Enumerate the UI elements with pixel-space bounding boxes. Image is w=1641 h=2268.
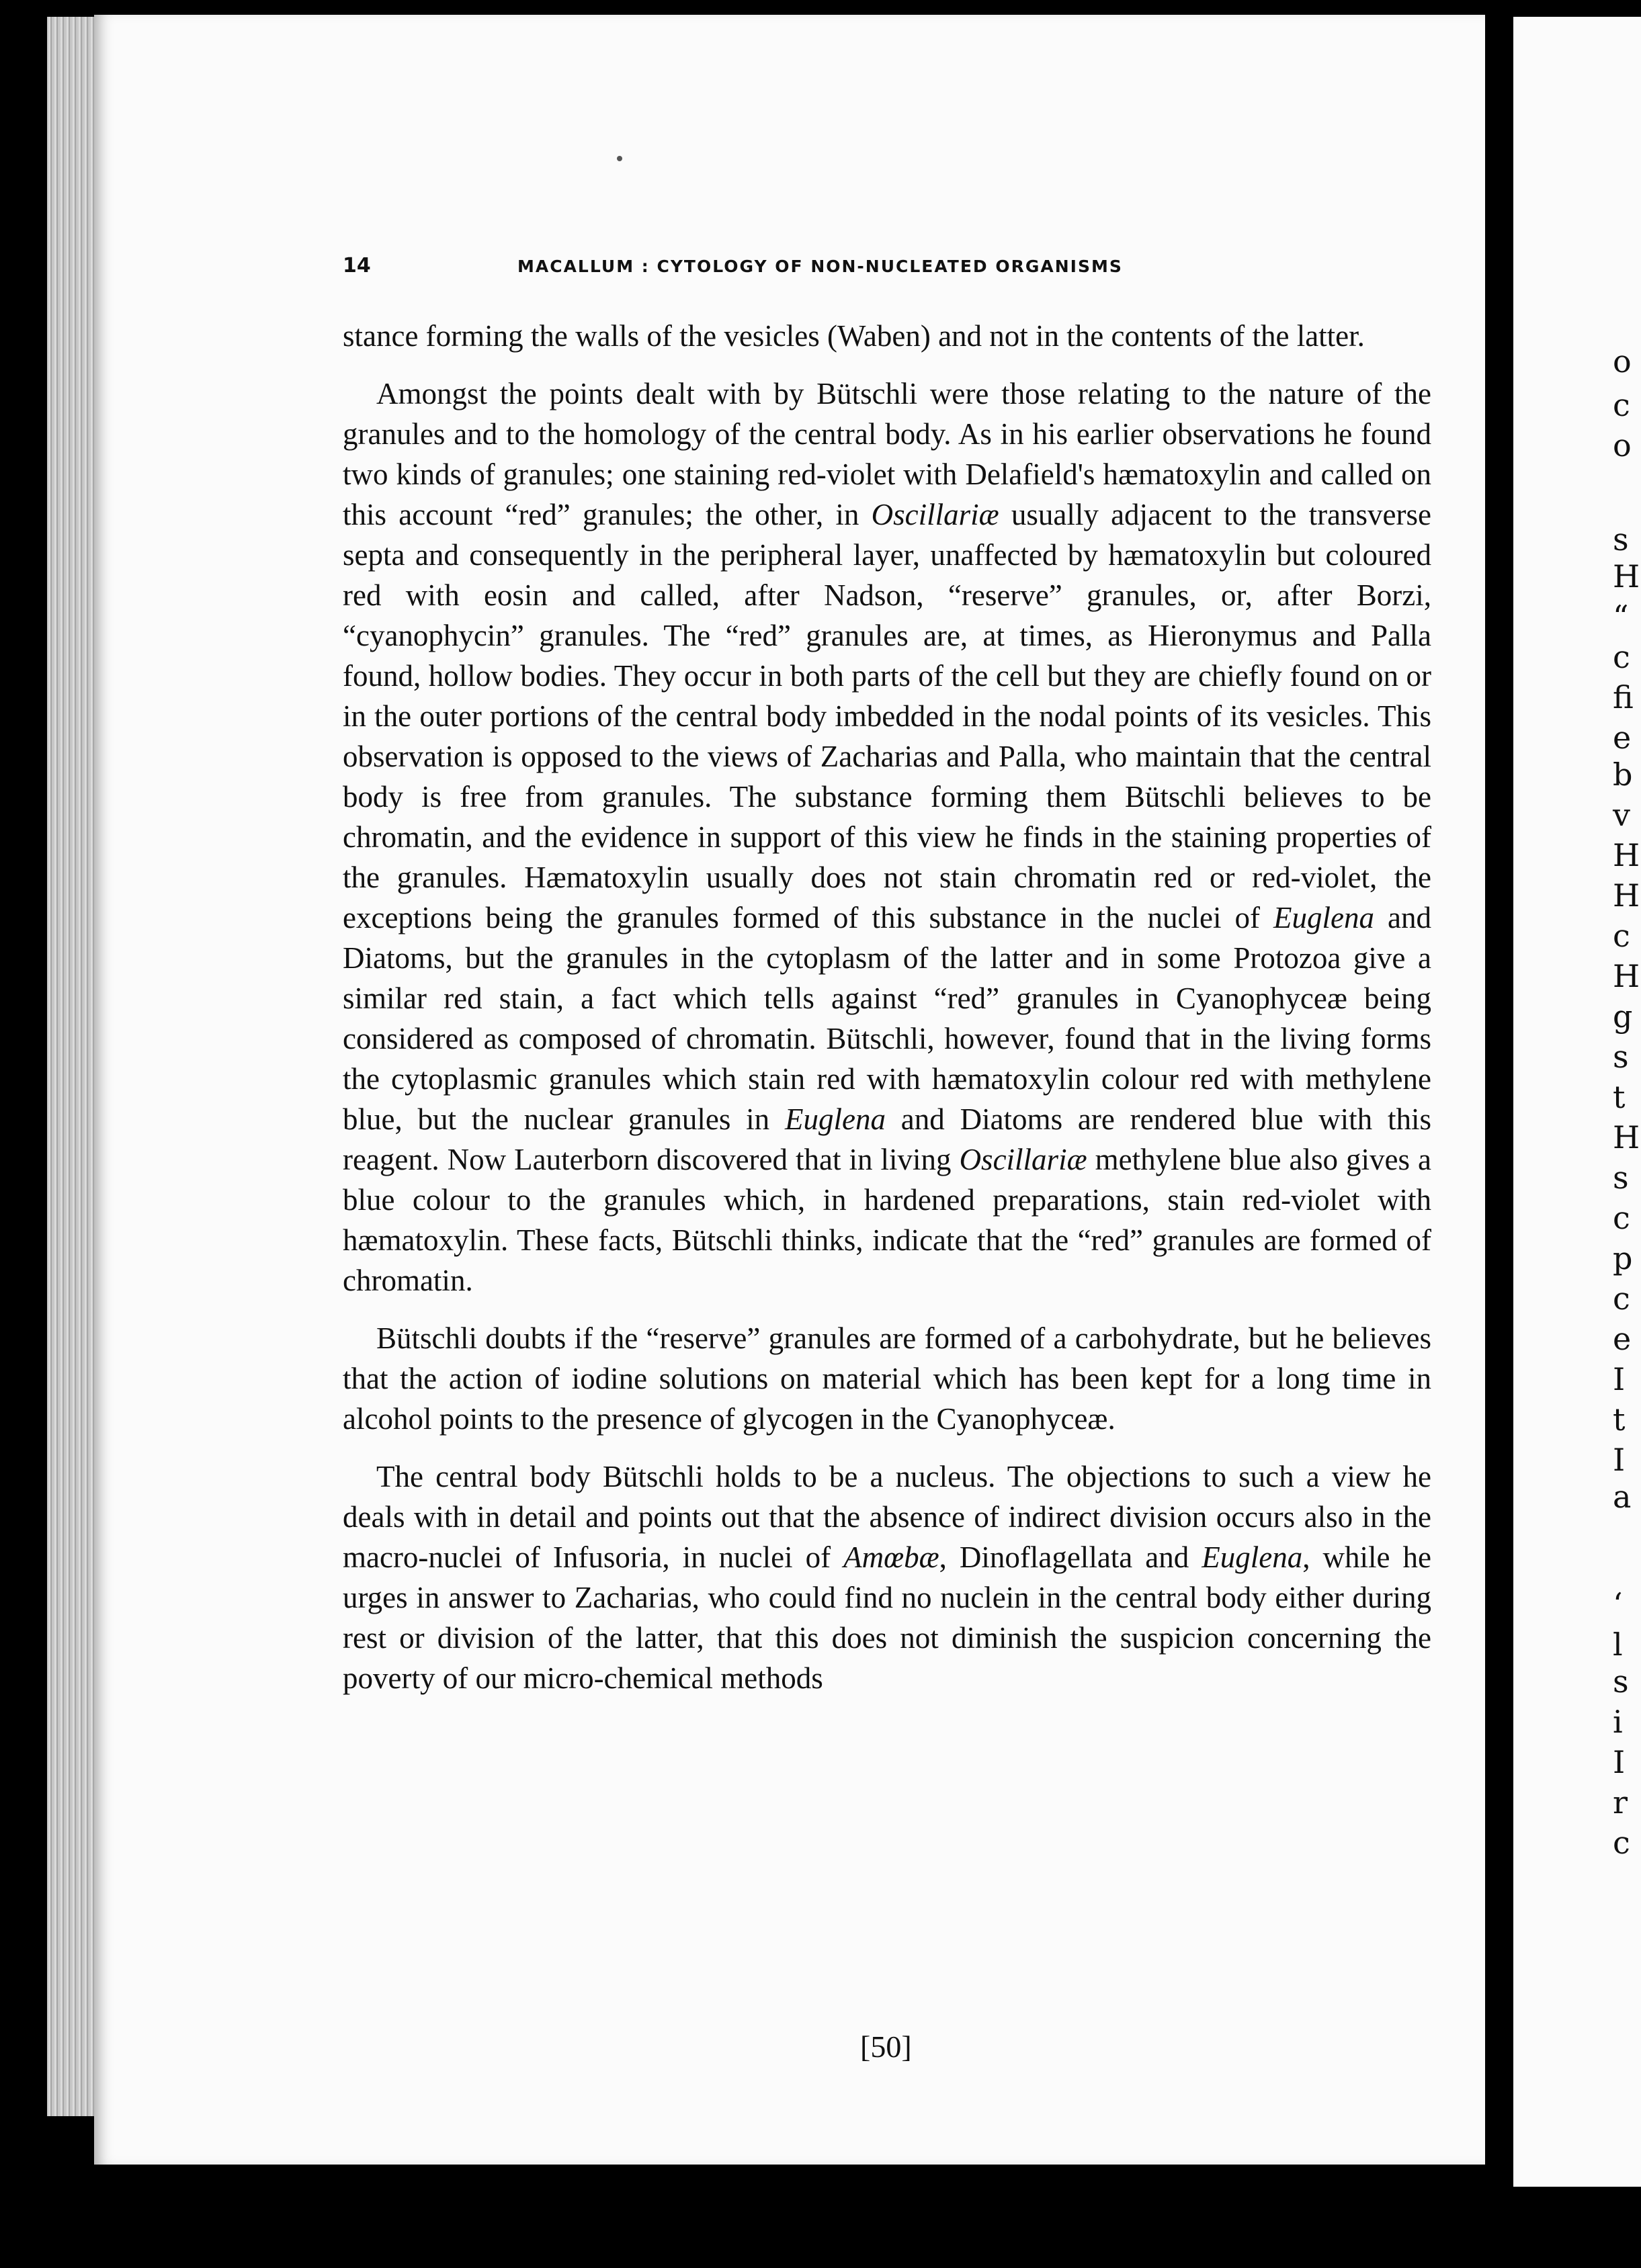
adjacent-page-fragment: I (1613, 1744, 1626, 1780)
folio: [50] (860, 2030, 912, 2064)
text-run: , Dinoflagellata and (939, 1540, 1202, 1574)
adjacent-page-fragment: i (1613, 1704, 1623, 1740)
adjacent-page-fragment: s (1613, 1663, 1629, 1700)
adjacent-page-fragment: c (1613, 1200, 1630, 1236)
adjacent-page-fragment: c (1613, 1280, 1630, 1317)
text-run: , while he urges in answer to Zacharias, who could find no nuclein in the central body either during rest or division of the latter, that this does not diminish the suspicion concerning the poverty of our micro-chemical methods (343, 1540, 1431, 1695)
adjacent-page-fragment: e (1613, 1321, 1632, 1357)
adjacent-page-fragment: s (1613, 1160, 1629, 1196)
adjacent-page-fragment: o (1613, 427, 1632, 464)
adjacent-page-fragment: p (1613, 1240, 1633, 1276)
speck-mark (617, 156, 622, 161)
adjacent-page-fragment: H (1613, 558, 1640, 595)
text-run: and Diatoms are rendered blue with this reagent. Now Lauterborn discovered that in living (343, 1102, 1432, 1176)
book-gutter (1485, 0, 1513, 2268)
adjacent-page-fragment: a (1613, 1479, 1632, 1515)
italic-run: Euglena (1273, 901, 1374, 934)
adjacent-page-fragment: H (1613, 877, 1640, 914)
paragraph (343, 1318, 1431, 1439)
page-number: 14 (343, 254, 371, 277)
adjacent-page-fragment: H (1613, 958, 1640, 994)
adjacent-page-fragment: I (1613, 1442, 1626, 1478)
body-text (343, 316, 1431, 1716)
adjacent-page-fragment: r (1613, 1784, 1628, 1821)
adjacent-page-fragment: s (1613, 1039, 1629, 1075)
adjacent-page-fragment: o (1613, 343, 1632, 380)
adjacent-page-fragment: ‘ (1613, 1586, 1623, 1622)
text-run: and Diatoms, but the granules in the cytoplasm of the latter and in some Protozoa give a similar red stain, a fact which tells against “red” granules in Cyanophyceæ being considered as composed of chromatin. Bütschli, however, found that in the living forms the cytoplasmic granules which stain red with hæmatoxylin colour red with methylene blue, but the nuclear granules in (343, 901, 1431, 1136)
adjacent-page-fragment: fi (1613, 679, 1634, 715)
adjacent-page-fragment: “ (1613, 599, 1629, 635)
paragraph (343, 374, 1431, 1301)
adjacent-page-fragment: l (1613, 1626, 1623, 1663)
page-edges (47, 17, 97, 2116)
adjacent-page-fragment: c (1613, 918, 1630, 954)
adjacent-page-fragment: b (1613, 756, 1633, 793)
adjacent-page-fragment: v (1613, 797, 1630, 833)
adjacent-page-fragment: c (1613, 1825, 1630, 1861)
adjacent-page-fragment: c (1613, 639, 1630, 675)
adjacent-page-fragment: H (1613, 1119, 1640, 1155)
adjacent-page-fragment: t (1613, 1079, 1626, 1115)
italic-run: Euglena (785, 1102, 886, 1136)
adjacent-page-fragment: I (1613, 1361, 1626, 1397)
adjacent-page-fragment: c (1613, 387, 1630, 423)
italic-run: Euglena (1202, 1540, 1303, 1574)
text-run: The central body Bütschli holds to be a nucleus. The objections to such a view he deals with in detail and points out that the absence of indirect division occurs also in the macro-nuclei of Infusoria, in nuclei of (343, 1460, 1431, 1574)
italic-run: Oscillariæ (959, 1143, 1087, 1176)
text-run: stance forming the walls of the vesicles (Waben) and not in the contents of the latter. (343, 319, 1365, 353)
italic-run: Amœbæ (843, 1540, 939, 1574)
text-run: usually adjacent to the transverse septa and consequently in the peripheral layer, unaffected by hæmatoxylin but coloured red with eosin and called, after Nadson, “reserve” granules, or, after Borzi, “cyanophycin” granules. The “red” granules are, at times, as Hieronymus and Palla found, hollow bodies. They occur in both parts of the cell but they are chiefly found on or in the outer portions of the central body imbedded in the nodal points of its vesicles. This observation is opposed to the views of Zacharias and Palla, who maintain that the central body is free from granules. The substance forming them Bütschli believes to be chromatin, and the evidence in support of this view he finds in the staining properties of the granules. Hæmatoxylin usually does not stain chromatin red or red-violet, the exceptions being the granules formed of this substance in the nuclei of (343, 498, 1431, 934)
paragraph (343, 1456, 1431, 1698)
running-head (343, 254, 1270, 277)
adjacent-page-fragment: t (1613, 1401, 1626, 1438)
text-run: Amongst the points dealt with by Bütschli were those relating to the nature of the granules and to the homology of the central body. As in his earlier observations he found two kinds of granules; one staining red-violet with Delafield's hæmatoxylin and called on this account “red” granules; the other, in (343, 377, 1431, 531)
adjacent-page-fragment: e (1613, 719, 1632, 756)
running-title: MACALLUM : CYTOLOGY OF NON-NUCLEATED ORGANISMS (517, 257, 1123, 276)
adjacent-page-fragment: g (1613, 998, 1633, 1035)
italic-run: Oscillariæ (871, 498, 999, 531)
adjacent-page-fragment: H (1613, 837, 1640, 873)
paragraph (343, 316, 1431, 356)
adjacent-page-fragment: s (1613, 521, 1629, 558)
text-run: methylene blue also gives a blue colour to the granules which, in hardened preparations, stain red-violet with hæmatoxylin. These facts, Bütschli thinks, indicate that the “red” granules are formed of chromatin. (343, 1143, 1432, 1297)
text-run: Bütschli doubts if the “reserve” granules are formed of a carbohydrate, but he believes that the action of iodine solutions on material which has been kept for a long time in alcohol points to the presence of glycogen in the Cyanophyceæ. (343, 1321, 1431, 1436)
